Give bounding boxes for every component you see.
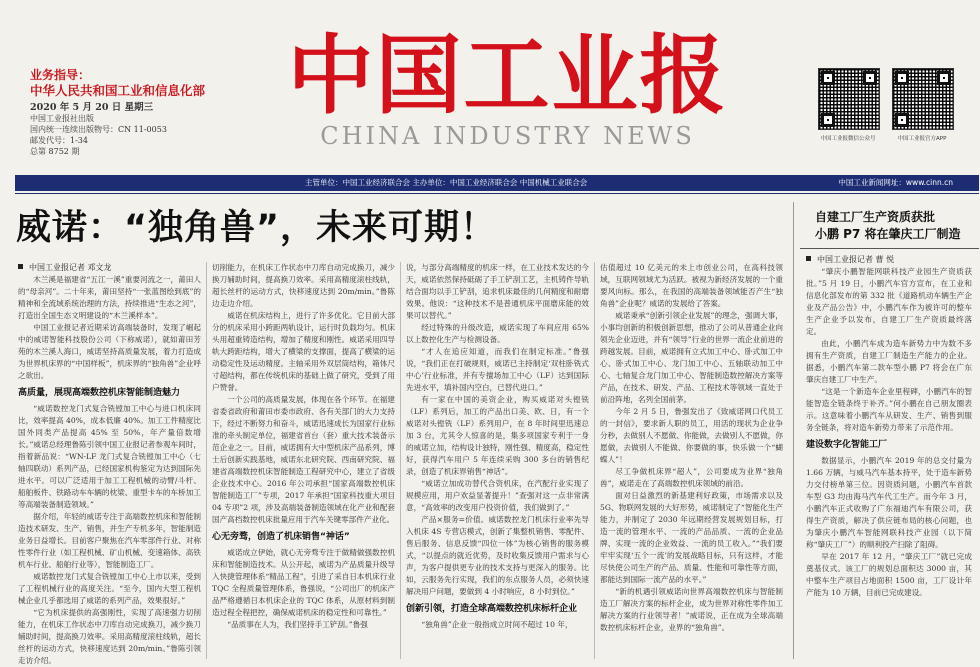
paragraph: 尽工争做机床界“超人”，公司要成为业界“独角兽”，威诺走在了高端数控机床领域的前沿。: [600, 467, 783, 488]
paragraph: 威诺在机床结构上，进行了许多优化。它目前大部分的机床采用小跨距两轨设计，运行时负载均匀。机床头用超重铸造结构，增加了精度和刚性。威诺采用四导轨大跨距结构，增大了横梁的支撑面，提高了横梁的运动稳定性及运动精度。主轴采用外双层筒结构，箱体尺寸超结构，都在传统机床的基础上做了研究，受到了用户赞誉。: [212, 311, 395, 392]
article-column-3: [406, 262, 589, 659]
paragraph: 中国工业报记者近期采访高端装备时，发现了崛起中的威诺智能科技股份公司（下称威诺），就如莆田芳苑的木兰溪人海口，威诺坚持高质量发展，着力打造成为世界机床界的“中国样板”，机床界的“独角兽”企业呼之欲出。: [18, 323, 201, 380]
paragraph: “这是一个新造车企业里程碑，小鹏汽车的智能智造全链条终于补齐。”何小鹏在自己朋友圈表示。这意味着小鹏汽车从研发、生产、销售到服务全链条，将对造车新势力带来了示范作用。: [806, 387, 972, 432]
column-rule: [206, 262, 207, 659]
paragraph: “它为机床提供的高强刚性，实现了高速强力切削能力，在机床工作状态中刀库自动完成换刀，减少换刀辅助时间，提高换刀效率。采用高精度滚柱线轨，超长丝杆的运动方式，快移速度达到 20m/min。”鲁陈引领走访介绍。: [18, 608, 201, 665]
paragraph: 估值超过 10 亿美元的未上市创业公司，在高科技领域，互联网领域尤为活跃。被视为新经济发展的一个重要风向标。那么，在我国的高端装备领域能否产生“独角兽”企业呢？威诺的发展给了答案。: [600, 263, 783, 308]
website-text: 中国工业新闻网址：www.cinn.cn: [838, 178, 953, 187]
subheading: 创新引领，打造全球高端数控机床标杆企业: [406, 604, 578, 614]
masthead-title: 中国工业报: [287, 25, 728, 126]
sidebar-article: [806, 254, 972, 659]
paragraph: “威诺数控龙门式复合铣镗加工中心与进口机床同比，效率提高 40%，成本低廉 40%。加工工件精度比国外同类产品提高 45% 至 50%，年产量倍数增长。”威诺总经理鲁陈引领中国工业报记者参观车间时，指着新品说：“WN-LF 龙门式复合铣镗加工中心（七轴四联动）系列产品，已经国家机构鉴定为达到国际先进水平。可以广泛适用于加工工程机械的动臂/斗杆、船舶板件、铁路动车车辆的枕梁、重型卡车的车桥加工等高端装备制造领域。”: [18, 404, 201, 509]
paragraph: 早在 2017 年 12 月，“肇庆工厂”就已完成奠基仪式。该工厂的规划总面积达 3000 亩，其中整车生产项目占地面积 1500 亩，工厂设计年产能为 10 万辆，目前已完成建设。: [806, 552, 972, 597]
issue-date: 2020 年 5 月 20 日 星期三: [30, 102, 154, 113]
subheading: 建设数字化智能工厂: [806, 440, 888, 450]
lead-headline: 威诺：“独角兽”，未来可期！: [16, 208, 497, 248]
qr-caption-app: 中国工业报官方APP: [897, 136, 947, 142]
subheading: 高质量，展现高端数控机床智能制造魅力: [18, 388, 181, 398]
sponsor-banner: [15, 175, 979, 191]
paragraph: 据介绍，年轻的威诺专注于高端数控机床和智能制造技术研发、生产、销售，并生产专机多年，智能制造业务日益增长。目前客户聚焦在汽车零部件行业、对称性零件行业（如工程机械、矿山机械、变速箱体、高铁机车行业、船舶行业等），智能制造工厂。: [18, 512, 201, 569]
paragraph: “独角兽”企业一般指成立时间不超过 10 年，: [421, 620, 573, 629]
divider: [800, 248, 979, 249]
paragraph: 由此，小鹏汽车成为造车新势力中为数不多拥有生产资质，自建工厂制造生产能力的企业。据悉，小鹏汽车第二款车型小鹏 P7 将会在广东肇庆自建工厂中生产。: [806, 339, 972, 384]
paragraph: “新的机遇引领威诺向世界高端数控机床与智能制造工厂解决方案的标杆企业，成为世界对称性零件加工解决方案的行业领导者！”威诺说，正在成为全球高端数控机床标杆企业，业界的“独角兽”。: [600, 587, 783, 632]
paragraph: 威诺数控龙门式复合铣镗加工中心上市以来，受到了工程机械行业的高度关注。“至今，国内大型工程机械企业几乎都选用了威诺的系列产品，效果很好。”: [18, 572, 201, 605]
paragraph: 威诺成立伊始，就心无旁骛专注于做精做强数控机床和智能制造技术。从公开起，威诺为产品质量升级导入快捷管理体系“精品工程”，引进了采自日本机床行业 TQC 全程质量管理体系，鲁强说，“公司出厂的机床产品严格遵循日本机床企业的 TQC 体系，从原材料到制造过程全程把控，确保威诺机床的稳定性和可靠性。”: [212, 548, 395, 617]
masthead: [255, 25, 760, 150]
sidebar-headline: [815, 209, 961, 243]
divider: [15, 193, 979, 194]
issn: 国内统一连续出版物号：CN 11-0053: [30, 125, 167, 134]
paragraph: 数据显示，小鹏汽车 2019 年的总交付量为 1.66 万辆，与威马汽车基本持平，处于造车新势力交付榜单第三位。因资质问题，小鹏汽车首款车型 G3 均由海马汽车代工生产。而今年 3 月，小鹏汽车正式收购了广东福迪汽车有限公司，获得生产资质，解决了供应链布局的核心问题，也为肇庆小鹏汽车智能网联科技产业园（以下简称“肇庆工厂”）的顺利投产扫除了阻碍。: [806, 456, 972, 549]
paragraph: “肇庆小鹏智能网联科技产业园生产资质获批。”5 月 19 日，小鹏汽车官方宣布，在工业和信息化部发布的第 332 批《道路机动车辆生产企业及产品公告》中，小鹏汽车作为被许可的整车生产企业予以发布，自建工厂生产资质最终落定。: [806, 267, 972, 336]
qr-code-wechat-icon: [818, 68, 880, 130]
sidebar-headline-line1: 自建工厂生产资质获批: [815, 210, 936, 224]
sponsor-text: 主管单位：中国工业经济联合会 主办单位：中国工业经济联合会 中国机械工业联合会: [305, 178, 588, 187]
article-column-4: [600, 262, 783, 659]
paragraph: 有一家在中国的美资企业，购买威诺对头镗铣（LF）系列后，加工的产品出口美、欧、日，有一个威诺对头镗铣（LF）系列用户，在 8 年时间里迅速总加 3 台，尤其令人惊喜的是，集多项国家专利于一身的威诺立加，结构设计独特，刚性强、精度高，稳定性好，获得汽车用户 5 年连续采购 300 多台的销售纪录，创造了机床界销售“神话”。: [406, 395, 589, 476]
sidebar-headline-line2: 小鹏 P7 将在肇庆工厂制造: [815, 227, 961, 241]
column-rule: [400, 262, 401, 659]
column-rule: [594, 262, 595, 659]
paragraph: “威诺立加成功替代合资机床，在汽配行业实现了规模应用，用户欢益显著提升！”查强对这一点非常满意，“高效率的改变用户投资价值，我们做到了。”: [406, 479, 589, 512]
publisher: 中国工业报社出版: [30, 114, 94, 123]
paragraph: 经过特殊的升级改造，威诺实现了车间应用 65%以上数控化生产与检测设备。: [406, 323, 589, 344]
postal-code: 邮发代号：1-34: [30, 136, 88, 145]
paragraph: 切削能力，在机床工作状态中刀库自动完成换刀，减少换刀辅助时间，提高换刀效率。采用高精度滚柱线轨，超长丝杆的运动方式，快移速度达到 20m/min。”鲁陈边走边介绍。: [212, 263, 395, 308]
qr-code-app-icon: [892, 68, 954, 130]
paragraph: 产品×服务=价值。威诺数控龙门机床行业率先导入机床 4S 专营店模式，创新了集整机销售、零配件、售后服务、信息反馈“四位一体”为核心销售的服务模式，“以提点的就近优势，及时收集反馈用户需求与心声，为客户提供更专业的技术支持与更深入的服务。比如，云服务先行实现，我们的东点服务人员，必须快速解决用户问题，要做到 4 小时响应，8 小时到位。”: [406, 515, 589, 596]
article-column-2: [212, 262, 395, 659]
masthead-title-en: CHINA INDUSTRY NEWS: [320, 122, 695, 150]
supervision-note: [30, 67, 205, 99]
guide-ministry: 中华人民共和国工业和信息化部: [30, 83, 206, 98]
paragraph: 威诺秉承“创新引领企业发展”的理念，强调大事，小事均创新的积极创新思想，推动了公司从普通企业向领先企业迈进，并有“领导”行业的世界一流企业前进的跨越发展。目前，威诺拥有立式加工中心、卧式加工中心、卧式加工中心、龙门加工中心、五轴联动加工中心、七轴复合龙门加工中心、智能制造数控解决方案等产品，在技术、研发、产品、工程技术等领域一直处于前沿阵地，名列全国前茅。: [600, 311, 783, 404]
paragraph: “品质事在人为，我们坚持手工铲刮。”鲁强: [227, 620, 368, 629]
paragraph: “才人在追应知道，而我们在制定标准。”鲁强说，“我们正在打破规则，威诺已主持制定‘双柱卧铣式中心’行业标准，并有专擅场加工中心（LF）达到国际先进水平，填补国内空白，已替代进口。”: [406, 347, 589, 392]
issue-number: 总第 8752 期: [30, 147, 80, 156]
qr-caption-wechat: 中国工业报微信公众号: [820, 136, 876, 142]
subheading: 心无旁骛，创造了机床销售“神话”: [212, 532, 350, 542]
paragraph: 木兰溪是福建省“五江一溪”重要河流之一，莆田人的“母亲河”。二十年来，莆田坚持“一张蓝图绘到底”的精神和全流域系统治理的方法，持续推进“生态之河”，打造出全国生态文明建设的“木兰溪样本”。: [18, 275, 201, 320]
paragraph: 今年 2 月 5 日，鲁强发出了《致威诺网口代员工的一封信》，要求新人职的员工，用活的现状为企业争分秒，去做别人不愿做、你能做，去做别人不愿做，你愿做，去做别人不能做、你要做的事，快乐做一个“蝴蝶人”！: [600, 407, 783, 464]
paragraph: 一个公司的高质量发展，体现在各个环节。在福建省委省政府和莆田市委市政府、各有关部门的大力支持下，经过不断努力和奋斗，威诺迅速成长为国家行业标准的牵头制定单位，福建省首台（套）重大技术装备示范企业之一。目前，威诺拥有大中型机床产品系列，博士后创新实践基地，威诺东北研究院、西南研究院、福建省高端数控机床智能制造工程研究中心，建立了省级企业技术中心。2016 年公司承担“国家高端数控机床智能制造工厂”专项，2017 年承担“国家科技重大项目 04 专项”2 项，涉及高端装备制造领域在化产业和配套国产高档数控机床批量应用于汽车关键零部件产业化。: [212, 395, 395, 524]
sidebar-byline: 中国工业报记者 曹 悦: [806, 254, 972, 266]
paragraph: 面对日益激烈的新基建利好政策，市场需求以及 5G、物联网发展的大好形势，威诺制定了“智能化生产能力，并制定了 2030 年远期经营发展规划目标，打造一流的管理水平、一流的产品品质、一流的企业品牌、实现一流的企业效益、一流的员工收入。”“我们要牢牢实现‘五个一流’的发展战略目标，只有这样，才能尽快使公司生产的产品、质量、性能和可靠性等方面，都能达到国际一流产品的水平。”: [600, 491, 783, 584]
issue-info: [30, 102, 167, 157]
article-column-1: [18, 262, 201, 665]
byline: 中国工业报记者 邓文龙: [18, 262, 201, 274]
paragraph: 说，与部分高端精度的机床一样，在工业技术发达的今天，威诺依然保持砥砺了手工铲刮工艺，主机铸件导轨结合面均以手工铲刮，追求机床最佳的几何精度和耐磨效果。他说：“这种技术不是普通机床平面磨床能的效果可以替代。”: [406, 263, 589, 320]
guide-label: 业务指导：: [30, 68, 91, 82]
